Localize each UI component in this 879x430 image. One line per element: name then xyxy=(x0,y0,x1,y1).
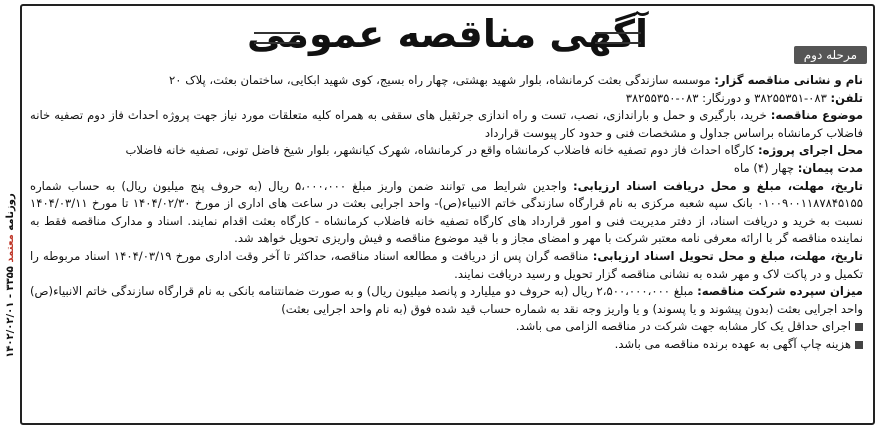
title-ornament-right xyxy=(595,32,641,44)
section-label: تلفن: xyxy=(830,90,863,105)
section-text: ۰۸۳-۳۸۲۵۵۳۵۱ و دورنگار: ۰۸۳-۳۸۲۵۵۳۵۰ xyxy=(625,90,831,105)
section-duration xyxy=(30,160,863,178)
notice-body xyxy=(30,72,863,354)
section-label: مدت پیمان: xyxy=(797,160,863,175)
title-ornament-left xyxy=(254,32,300,44)
section-label: میزان سپرده شرکت مناقصه: xyxy=(697,284,863,299)
title-area xyxy=(22,12,873,56)
section-phone xyxy=(30,90,863,108)
section-text: واجدین شرایط می توانند ضمن واریز مبلغ ۵،۰۰۰،۰۰۰ ریال (به حروف پنج میلیون ریال) به حساب شماره ۰۱۰۰۹۰۰۱۱۸۷۸۴۵۱۵۵ بانک سپه شعبه مرکزی به نام قرارگاه سازندگی خاتم الانبیاء(ص)- واحد اجرایی بعثت در ساعت های اداری از مورخ ۱۴۰۴/۰۲/۳۰ تا مورخ ۱۴۰۴/۰۳/۱۱ نسبت به خرید و دریافت اسناد، از دفتر مدیریت فنی و امور قرارداد های کارگاه تصفیه خانه فاضلاب کرمانشاه - کارگاه بعثت اقدام نمایند. اسناد و مدارک مناقصه فقط به نماینده مناقصه گر با ارائه معرفی نامه معتبر شرکت با مهر و امضای مجاز و با قید موضوع مناقصه و فیش واریزی تحویل خواهد شد. xyxy=(30,178,863,246)
section-text: مناقصه گران پس از دریافت و مطالعه اسناد مناقصه، حداکثر تا آخر وقت اداری مورخ ۱۴۰۴/۰۳/۱۹ اسناد مربوطه را تکمیل و در پاکت لاک و مهر شده به نشانی مناقصه گزار تحویل و رسید دریافت نمایند. xyxy=(30,248,863,281)
square-bullet-icon xyxy=(855,323,863,331)
section-text: چهار (۴) ماه xyxy=(733,160,798,175)
newspaper-name: روزنامه xyxy=(4,192,16,231)
bullet-text: هزینه چاپ آگهی به عهده برنده مناقصه می باشد. xyxy=(614,336,851,351)
square-bullet-icon xyxy=(855,341,863,349)
bullet-text: اجرای حداقل یک کار مشابه جهت شرکت در مناقصه الزامی می باشد. xyxy=(515,319,851,334)
section-text: کارگاه احداث فاز دوم تصفیه خانه فاضلاب کرمانشاه واقع در کرمانشاه، شهرک کیانشهر، بلوار شیخ فاضل تونی، تصفیه خانه فاضلاب xyxy=(125,143,758,158)
newspaper-brand: معتمد xyxy=(4,233,16,263)
newspaper-credit xyxy=(0,130,20,420)
section-label: محل اجرای پروژه: xyxy=(757,143,863,158)
section-subject xyxy=(30,107,863,142)
section-text: مبلغ ۲،۵۰۰،۰۰۰،۰۰۰ ریال (به حروف دو میلیارد و پانصد میلیون ریال) و به صورت ضمانتنامه بانکی به نام قرارگاه سازندگی خاتم الانبیاء(ص) واحد اجرایی بعثت (بدون پیشوند و یا پسوند) و یا واریز وجه نقد به شماره حساب قید شده فوق (به نام واحد اجرایی بعثت) xyxy=(30,284,863,316)
section-documents-receipt xyxy=(30,178,863,248)
list-item xyxy=(30,336,863,354)
page-title: آگهی مناقصه عمومی xyxy=(246,12,649,56)
list-item xyxy=(30,318,863,336)
section-label: نام و نشانی مناقصه گزار: xyxy=(714,73,863,87)
section-text: خرید، بارگیری و حمل و باراندازی، نصب، تست و راه اندازی جرثقیل های سقفی به همراه کلیه متعلقات مورد نیاز جهت پروژه احداث فاز دوم تصفیه خانه فاضلاب کرمانشاه براساس جداول و مشخصات فنی و حدود کار پیوست قرارداد xyxy=(30,108,863,140)
section-label: تاریخ، مهلت، مبلغ و محل تحویل اسناد ارزیابی: xyxy=(592,248,863,263)
section-text: موسسه سازندگی بعثت کرمانشاه، بلوار شهید بهشتی، چهار راه بسیج، کوی شهید ابکایی، ساختمان بعثت، پلاک ۲۰ xyxy=(169,73,715,87)
section-documents-delivery xyxy=(30,248,863,283)
tender-notice xyxy=(20,4,875,425)
section-label: موضوع مناقصه: xyxy=(770,108,863,123)
section-tenderer xyxy=(30,72,863,90)
stage-badge: مرحله دوم xyxy=(794,46,867,64)
section-location xyxy=(30,142,863,160)
newspaper-issue-date: ۳۳۵۵ - ۱۴۰۲/۰۲/۰۱ xyxy=(4,265,16,358)
section-label: تاریخ، مهلت، مبلغ و محل دریافت اسناد ارزیابی: xyxy=(572,178,863,193)
section-deposit xyxy=(30,283,863,318)
